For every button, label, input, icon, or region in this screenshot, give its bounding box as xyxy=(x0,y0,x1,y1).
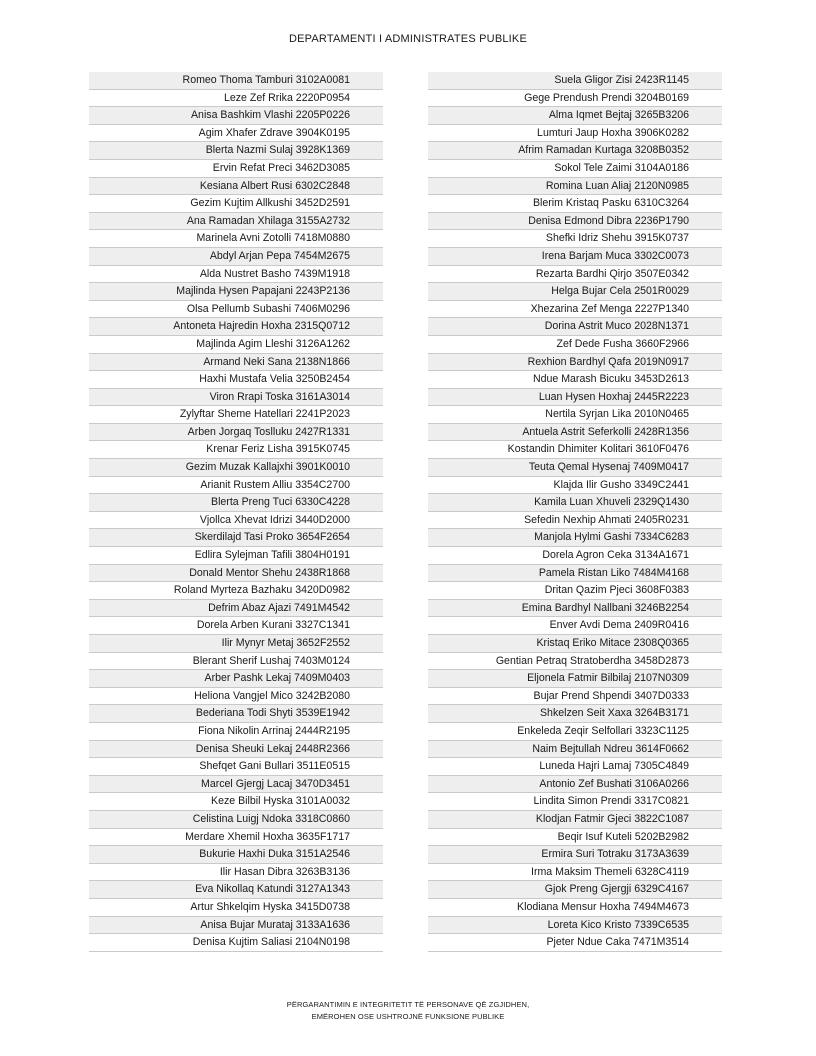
list-item: Haxhi Mustafa Velia 3250B2454 xyxy=(89,371,383,389)
list-item: Irena Barjam Muca 3302C0073 xyxy=(428,248,722,266)
list-item: Loreta Kico Kristo 7339C6535 xyxy=(428,917,722,935)
list-item: Pamela Ristan Liko 7484M4168 xyxy=(428,565,722,583)
list-item: Shefki Idriz Shehu 3915K0737 xyxy=(428,230,722,248)
list-item: Viron Rrapi Toska 3161A3014 xyxy=(89,389,383,407)
list-item: Heliona Vangjel Mico 3242B2080 xyxy=(89,688,383,706)
list-item: Lumturi Jaup Hoxha 3906K0282 xyxy=(428,125,722,143)
list-item: Enkeleda Zeqir Selfollari 3323C1125 xyxy=(428,723,722,741)
list-item: Xhezarina Zef Menga 2227P1340 xyxy=(428,301,722,319)
list-item: Denisa Edmond Dibra 2236P1790 xyxy=(428,213,722,231)
list-item: Denisa Sheuki Lekaj 2448R2366 xyxy=(89,741,383,759)
list-item: Sefedin Nexhip Ahmati 2405R0231 xyxy=(428,512,722,530)
list-item: Kostandin Dhimiter Kolitari 3610F0476 xyxy=(428,441,722,459)
list-item: Zylyftar Sheme Hatellari 2241P2023 xyxy=(89,406,383,424)
list-item: Merdare Xhemil Hoxha 3635F1717 xyxy=(89,829,383,847)
list-item: Beqir Isuf Kuteli 5202B2982 xyxy=(428,829,722,847)
list-item: Dorela Arben Kurani 3327C1341 xyxy=(89,617,383,635)
list-item: Gezim Muzak Kallajxhi 3901K0010 xyxy=(89,459,383,477)
list-item: Arber Pashk Lekaj 7409M0403 xyxy=(89,670,383,688)
list-item: Gjok Preng Gjergji 6329C4167 xyxy=(428,881,722,899)
list-item: Krenar Feriz Lisha 3915K0745 xyxy=(89,441,383,459)
list-item: Roland Myrteza Bazhaku 3420D0982 xyxy=(89,582,383,600)
list-item: Kamila Luan Xhuveli 2329Q1430 xyxy=(428,494,722,512)
list-item: Eva Nikollaq Katundi 3127A1343 xyxy=(89,881,383,899)
left-name-column xyxy=(89,72,383,952)
list-item: Dorela Agron Ceka 3134A1671 xyxy=(428,547,722,565)
list-item: Armand Neki Sana 2138N1866 xyxy=(89,354,383,372)
list-item: Helga Bujar Cela 2501R0029 xyxy=(428,283,722,301)
list-item: Kristaq Eriko Mitace 2308Q0365 xyxy=(428,635,722,653)
list-item: Alma Iqmet Bejtaj 3265B3206 xyxy=(428,107,722,125)
list-item: Shkelzen Seit Xaxa 3264B3171 xyxy=(428,705,722,723)
list-item: Agim Xhafer Zdrave 3904K0195 xyxy=(89,125,383,143)
list-item: Ndue Marash Bicuku 3453D2613 xyxy=(428,371,722,389)
list-item: Antuela Astrit Seferkolli 2428R1356 xyxy=(428,424,722,442)
list-item: Blerta Nazmi Sulaj 3928K1369 xyxy=(89,142,383,160)
list-item: Arben Jorgaq Toslluku 2427R1331 xyxy=(89,424,383,442)
list-item: Gentian Petraq Stratoberdha 3458D2873 xyxy=(428,653,722,671)
list-item: Lindita Simon Prendi 3317C0821 xyxy=(428,793,722,811)
list-item: Leze Zef Rrika 2220P0954 xyxy=(89,90,383,108)
list-item: Ana Ramadan Xhilaga 3155A2732 xyxy=(89,213,383,231)
list-item: Ilir Hasan Dibra 3263B3136 xyxy=(89,864,383,882)
list-item: Blerta Preng Tuci 6330C4228 xyxy=(89,494,383,512)
list-item: Ermira Suri Totraku 3173A3639 xyxy=(428,846,722,864)
list-item: Anisa Bashkim Vlashi 2205P0226 xyxy=(89,107,383,125)
list-item: Nertila Syrjan Lika 2010N0465 xyxy=(428,406,722,424)
list-item: Teuta Qemal Hysenaj 7409M0417 xyxy=(428,459,722,477)
list-item: Dritan Qazim Pjeci 3608F0383 xyxy=(428,582,722,600)
list-item: Ilir Mynyr Metaj 3652F2552 xyxy=(89,635,383,653)
list-item: Emina Bardhyl Nallbani 3246B2254 xyxy=(428,600,722,618)
list-item: Skerdilajd Tasi Proko 3654F2654 xyxy=(89,529,383,547)
list-item: Klajda Ilir Gusho 3349C2441 xyxy=(428,477,722,495)
list-item: Majlinda Agim Lleshi 3126A1262 xyxy=(89,336,383,354)
list-item: Vjollca Xhevat Idrizi 3440D2000 xyxy=(89,512,383,530)
footer-line-1: PËRGARANTIMIN E INTEGRITETIT TË PERSONAVE QË ZGJIDHEN, xyxy=(286,1000,530,1009)
list-item: Luneda Hajri Lamaj 7305C4849 xyxy=(428,758,722,776)
list-item: Defrim Abaz Ajazi 7491M4542 xyxy=(89,600,383,618)
list-item: Marinela Avni Zotolli 7418M0880 xyxy=(89,230,383,248)
list-item: Keze Bilbil Hyska 3101A0032 xyxy=(89,793,383,811)
list-item: Klodiana Mensur Hoxha 7494M4673 xyxy=(428,899,722,917)
list-item: Naim Bejtullah Ndreu 3614F0662 xyxy=(428,741,722,759)
list-item: Rezarta Bardhi Qirjo 3507E0342 xyxy=(428,266,722,284)
list-item: Alda Nustret Basho 7439M1918 xyxy=(89,266,383,284)
list-item: Gege Prendush Prendi 3204B0169 xyxy=(428,90,722,108)
list-item: Suela Gligor Zisi 2423R1145 xyxy=(428,72,722,90)
page-title: DEPARTAMENTI I ADMINISTRATES PUBLIKE xyxy=(288,33,528,45)
list-item: Antoneta Hajredin Hoxha 2315Q0712 xyxy=(89,318,383,336)
list-item: Luan Hysen Hoxhaj 2445R2223 xyxy=(428,389,722,407)
list-item: Blerant Sherif Lushaj 7403M0124 xyxy=(89,653,383,671)
list-item: Anisa Bujar Murataj 3133A1636 xyxy=(89,917,383,935)
list-item: Fiona Nikolin Arrinaj 2444R2195 xyxy=(89,723,383,741)
footer-line-2: EMËROHEN OSE USHTROJNË FUNKSIONE PUBLIKE xyxy=(311,1012,505,1021)
list-item: Celistina Luigj Ndoka 3318C0860 xyxy=(89,811,383,829)
list-item: Majlinda Hysen Papajani 2243P2136 xyxy=(89,283,383,301)
list-item: Bukurie Haxhi Duka 3151A2546 xyxy=(89,846,383,864)
list-item: Eljonela Fatmir Bilbilaj 2107N0309 xyxy=(428,670,722,688)
list-item: Klodjan Fatmir Gjeci 3822C1087 xyxy=(428,811,722,829)
list-item: Edlira Sylejman Tafili 3804H0191 xyxy=(89,547,383,565)
list-item: Blerim Kristaq Pasku 6310C3264 xyxy=(428,195,722,213)
list-item: Irma Maksim Themeli 6328C4119 xyxy=(428,864,722,882)
list-item: Arianit Rustem Alliu 3354C2700 xyxy=(89,477,383,495)
list-item: Rexhion Bardhyl Qafa 2019N0917 xyxy=(428,354,722,372)
list-item: Bederiana Todi Shyti 3539E1942 xyxy=(89,705,383,723)
list-item: Enver Avdi Dema 2409R0416 xyxy=(428,617,722,635)
list-item: Bujar Prend Shpendi 3407D0333 xyxy=(428,688,722,706)
list-item: Pjeter Ndue Caka 7471M3514 xyxy=(428,934,722,952)
list-item: Zef Dede Fusha 3660F2966 xyxy=(428,336,722,354)
page-footer xyxy=(0,999,816,1023)
list-item: Dorina Astrit Muco 2028N1371 xyxy=(428,318,722,336)
list-item: Ervin Refat Preci 3462D3085 xyxy=(89,160,383,178)
list-item: Sokol Tele Zaimi 3104A0186 xyxy=(428,160,722,178)
list-item: Manjola Hylmi Gashi 7334C6283 xyxy=(428,529,722,547)
list-item: Afrim Ramadan Kurtaga 3208B0352 xyxy=(428,142,722,160)
list-item: Marcel Gjergj Lacaj 3470D3451 xyxy=(89,776,383,794)
list-item: Artur Shkelqim Hyska 3415D0738 xyxy=(89,899,383,917)
list-item: Denisa Kujtim Saliasi 2104N0198 xyxy=(89,934,383,952)
list-item: Abdyl Arjan Pepa 7454M2675 xyxy=(89,248,383,266)
list-item: Shefqet Gani Bullari 3511E0515 xyxy=(89,758,383,776)
list-item: Romina Luan Aliaj 2120N0985 xyxy=(428,178,722,196)
right-name-column xyxy=(428,72,722,952)
list-item: Gezim Kujtim Allkushi 3452D2591 xyxy=(89,195,383,213)
list-item: Antonio Zef Bushati 3106A0266 xyxy=(428,776,722,794)
list-item: Romeo Thoma Tamburi 3102A0081 xyxy=(89,72,383,90)
list-item: Kesiana Albert Rusi 6302C2848 xyxy=(89,178,383,196)
list-item: Olsa Pellumb Subashi 7406M0296 xyxy=(89,301,383,319)
list-item: Donald Mentor Shehu 2438R1868 xyxy=(89,565,383,583)
